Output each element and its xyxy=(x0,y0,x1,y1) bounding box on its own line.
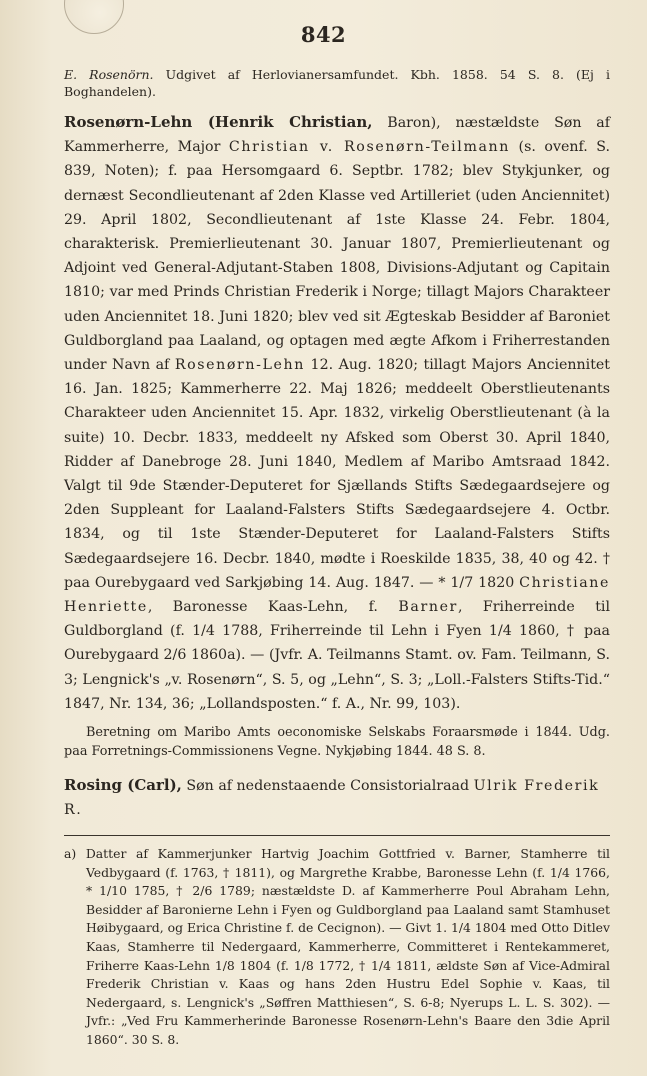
bibliography-entry: Beretning om Maribo Amts oeconomiske Selskabs Foraarsmøde i 1844. Udg. paa Forretnings-Commissionens Vegne. Nykjøbing 1844. 48 S. 8. xyxy=(64,725,610,759)
previous-entry-text: Udgivet af Herlovianersamfundet. Kbh. 1858. 54 S. 8. (Ej i Boghandelen). xyxy=(64,67,610,99)
next-entry-headword: Rosing (Carl), xyxy=(64,776,182,795)
next-entry-body: Søn af nedenstaaende Consistorialraad xyxy=(181,778,474,795)
next-entry xyxy=(64,773,610,822)
main-entry-body-1: Baron), næstældste Søn af Kammerherre, Major xyxy=(64,115,611,156)
main-entry-body-3: 12. Aug. 1820; tillagt Majors Anciennitet 16. Jan. 1825; Kammerherre 22. Maj 1826; meddeelt Oberstlieutenants Charakteer uden Anciennitet 15. Apr. 1832, virkelig Oberstlieutenant (à la suite) 10. Decbr. 1833, meddeelt ny Afsked som Oberst 30. April 1840, Ridder af Danebroge 28. Juni 1840, Medlem af Maribo Amtsraad 1842. Valgt til 9de Stænder-Deputeret for Sjællands Stifts Sædegaardsejere og 2den Suppleant for Laaland-Falsters Stifts Sædegaardsejere 4. Octbr. 1834, og til 1ste Stænder-Deputeret for Laaland-Falsters Stifts Sædegaardsejere 16. Decbr. 1840, mødte i Roeskilde 1835, 38, 40 og 42. † paa Ourebygaard ved Sarkjøbing 14. Aug. 1847. — * 1/7 1820 xyxy=(64,357,610,591)
main-entry-name-3: Christiane Henriette xyxy=(64,574,610,616)
next-entry-name: Ulrik Frederik R. xyxy=(64,778,600,819)
previous-entry-author: E. Rosenörn. xyxy=(64,67,154,82)
main-entry-name-4: Barner xyxy=(398,599,458,616)
main-entry-name-1: Christian v. Rosenørn-Teilmann xyxy=(228,139,511,156)
main-entry-headword: Rosenørn-Lehn (Henrik Christian, xyxy=(64,113,373,131)
main-entry-name-2: Rosenørn-Lehn xyxy=(174,357,306,374)
main-entry-body-5: , Friherreinde til Guldborgland (f. 1/4 1788, Friherreinde til Lehn i Fyen 1/4 1860, † paa Ourebygaard 2/6 1860a). — (Jvfr. A. Teilmanns Stamt. ov. Fam. Teilmann, S. 3; Lengnick's „v. Rosenørn“, S. 5, og „Lehn“, S. 3; „Loll.-Falsters Stifts-Tid.“ 1847, Nr. 134, 36; „Lollandsposten.“ f. A., Nr. 99, 103). xyxy=(64,599,610,712)
page-content xyxy=(64,66,610,1050)
main-entry xyxy=(64,110,610,716)
main-entry-body-4: , Baronesse Kaas-Lehn, f. xyxy=(147,599,399,616)
footnote-marker: a) xyxy=(64,846,77,862)
footnote-divider xyxy=(64,835,610,836)
footnote-a xyxy=(64,845,610,1050)
main-entry-body-2: (s. ovenf. S. 839, Noten); f. paa Hersomgaard 6. Septbr. 1782; blev Stykjunker, og dernæst Secondlieutenant af 2den Klasse ved Artilleriet (uden Anciennitet) 29. April 1802, Secondlieutenant af 1ste Klasse 24. Febr. 1804, charakterisk. Premierlieutenant 30. Januar 1807, Premierlieutenant og Adjoint ved General-Adjutant-Staben 1808, Divisions-Adjutant og Capitain 1810; var med Prinds Christian Frederik i Norge; tillagt Majors Charakteer uden Anciennitet 18. Juni 1820; blev ved sit Ægteskab Besidder af Baroniet Guldborgland paa Laaland, og optagen med ægte Afkom i Friherrestanden under Navn af xyxy=(64,139,610,374)
previous-entry-tail xyxy=(64,66,610,100)
footnote-text: Datter af Kammerjunker Hartvig Joachim Gottfried v. Barner, Stamherre til Vedbygaard (f. 1763, † 1811), og Margrethe Krabbe, Baronesse Lehn (f. 1/4 1766, * 1/10 1785, † 2/6 1789; næstældste D. af Kammerherre Poul Abraham Lehn, Besidder af Baronierne Lehn i Fyen og Guldborgland paa Laaland samt Stamhuset Høibygaard, og Erica Christine f. de Cecignon). — Givt 1. 1/4 1804 med Otto Ditlev Kaas, Stamherre til Nedergaard, Kammerherre, Committeret i Rentekammeret, Friherre Kaas-Lehn 1/8 1804 (f. 1/8 1772, † 1/4 1811, ældste Søn af Vice-Admiral Frederik Christian v. Kaas og hans 2den Hustru Edel Sophie v. Kaas, til Nedergaard, s. Lengnick's „Søffren Matthiesen“, S. 6-8; Nyerups L. L. S. 302). — Jvfr.: „Ved Fru Kammerherinde Baronesse Rosenørn-Lehn's Baare den 3die April 1860“. 30 S. 8. xyxy=(76,846,610,1048)
page-number: 842 xyxy=(300,22,347,47)
